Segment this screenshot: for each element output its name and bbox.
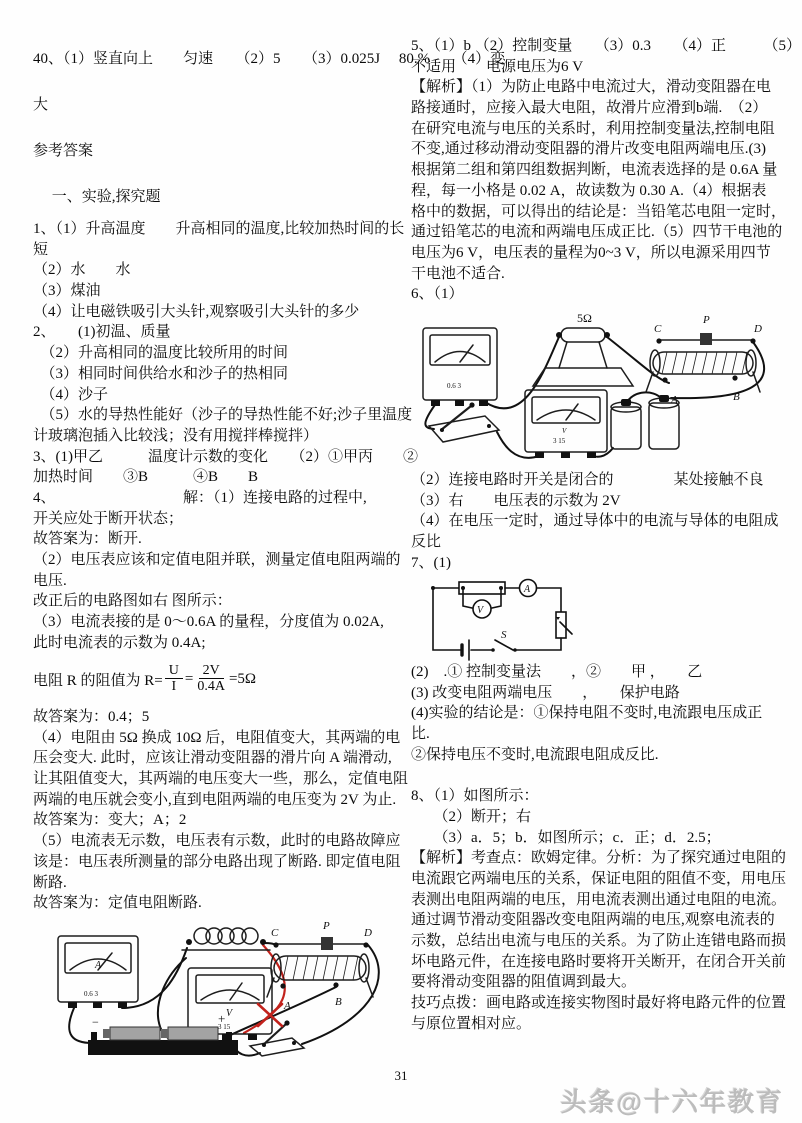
fraction-2v-over-04a (195, 663, 227, 695)
text-line: （4）让电磁铁吸引大头针,观察吸引大头针的多少 (33, 303, 360, 320)
text-line: （5）水的导热性能好（沙子的导热性能不好;沙子里温度 (33, 407, 413, 424)
text-line: 计玻璃泡插入比较浅；没有用搅拌棒搅拌） (33, 427, 319, 444)
text-line: （3）a．5；b．如图所示；c．正；d．2.5； (411, 829, 721, 846)
text-line: 3、(1)甲乙 温度计示数的变化 （2）①甲丙 ② (33, 448, 418, 465)
voltmeter-scale: 3 15 (218, 1023, 231, 1031)
text-line: 让其阻值变大，其两端的电压变大一些，那么，定值电阻 (33, 771, 409, 788)
text-line: 【解析】考查点：欧姆定律。分析：为了探究通过电阻的 (411, 850, 787, 867)
section-title: 参考答案 (33, 143, 94, 159)
text-line: (4)实验的结论是：①保持电阻不变时,电流跟电压成正 (411, 705, 763, 722)
ammeter (423, 328, 497, 406)
rheostat (646, 314, 762, 406)
text-line: 表测出电阻两端的电压，用电流表测出通过电阻的电流。 (411, 891, 787, 908)
text-line: （2）连接电路时开关是闭合的 某处接触不良 (411, 472, 764, 488)
circuit-drawing (413, 306, 785, 468)
resistor-value-label: 5Ω (577, 311, 592, 325)
voltmeter-letter: V (562, 427, 567, 435)
ammeter-letter: A (95, 960, 102, 971)
page-number: 31 (394, 1068, 408, 1083)
text-line: 不适用 电源电压为6 V (411, 58, 584, 75)
text-line: （2）升高相同的温度比较所用的时间 (33, 345, 289, 362)
text-line: （3）相同时间供给水和沙子的热相同 (33, 365, 289, 382)
voltmeter (525, 390, 607, 458)
text-line: 在研究电流与电压的关系时，利用控制变量法,控制电阻 (411, 120, 775, 137)
circuit-drawing (36, 912, 396, 1064)
text-line: 干电池不适合. (411, 265, 505, 282)
ammeter-scale: 0.6 3 (447, 382, 461, 390)
terminal-label-c: C (271, 927, 279, 939)
text-line: 反比 (411, 534, 442, 551)
text-line: (2) .① 控制变量法 ，② 甲 ， 乙 (411, 664, 703, 680)
text-line: 与原位置相对应。 (411, 1015, 532, 1032)
text-line: 通过调节滑动变阻器改变电阻两端的电压,观察电流表的 (411, 912, 775, 929)
left-body-2 (33, 707, 409, 914)
text-line: 6、（1） (411, 286, 464, 303)
text-line: 断路. (33, 874, 67, 891)
text-line: 两端的电压就会变小,直到电阻两端的电压变为 2V 为止. (33, 791, 397, 808)
right-body-3 (411, 662, 793, 1034)
fraction-numerator: U (165, 663, 183, 679)
text-line: （4）电阻由 5Ω 换成 10Ω 后，电阻值变大，其两端的电 (33, 729, 401, 746)
terminal-label-b: B (335, 996, 342, 1008)
text-line: 该是：电压表所测量的部分电路出现了断路. 即定值电阻 (33, 853, 401, 870)
text-line: 电压为6 V，电压表的量程为0~3 V，所以电源采用四节 (411, 244, 771, 261)
formula-prefix: 电阻 R 的阻值为 R= (33, 672, 163, 689)
text-line: 技巧点拨：画电路或连接实物图时最好将电路元件的位置 (411, 995, 787, 1011)
text-line: 故答案为：定值电阻断路. (33, 895, 202, 912)
text-line: 此时电流表的示数为 0.4A; (33, 634, 206, 651)
right-body-1 (411, 36, 802, 305)
text-line: 改正后的电路图如右 图所示： (33, 593, 232, 610)
text-line: 格中的数据，可以得出的结论是：当铅笔芯电阻一定时， (411, 203, 787, 220)
text-line: （2）水 水 (33, 262, 131, 279)
text-line: (3) 改变电阻两端电压 ， 保护电路 (411, 684, 680, 701)
text-line: 电流跟它两端电压的关系，保证电阻的阻值不变，用电压 (411, 870, 787, 887)
text-line: 【解析】（1）为防止电路中电流过大，滑动变阻器在电 (411, 79, 772, 96)
fraction-denominator: I (171, 679, 177, 694)
text-line: （2）断开；右 (411, 808, 532, 825)
terminal-label-b: B (733, 391, 740, 403)
right-body-2 (411, 470, 793, 573)
formula-suffix: =5Ω (228, 670, 257, 687)
text-line: 4、 解：（1）连接电路的过程中, (33, 489, 367, 506)
text-line: 示数，总结出电流与电压的关系。为了防止连错电路而损 (411, 932, 787, 949)
fraction-numerator: 2V (199, 663, 224, 679)
text-line: 要将滑动变阻器的阻值调到最大。 (411, 974, 637, 991)
rheostat-slider (321, 937, 333, 950)
battery-pack (88, 1011, 238, 1055)
error-x-mark (258, 1004, 282, 1026)
rheostat-symbol (556, 612, 566, 638)
slider-label-p: P (703, 314, 710, 326)
terminal-label-d: D (364, 927, 372, 939)
text-line: 程，每一小格是 0.02 A，故读数为 0.30 A.（4）根据表 (411, 182, 767, 199)
text-line: （3）右 电压表的示数为 2V (411, 492, 621, 509)
fraction-denominator: 0.4A (197, 679, 225, 694)
terminal-label-d: D (754, 323, 762, 335)
text-line: （4）沙子 (33, 386, 109, 403)
text-line: 故答案为：断开. (33, 531, 142, 548)
text-line: 2、 (1)初温、质量 (33, 324, 171, 341)
text-line: 比. (411, 726, 430, 743)
voltmeter-letter: V (477, 605, 484, 616)
ammeter-scale: 0.6 3 (84, 990, 98, 998)
left-body-1 (33, 219, 418, 653)
watermark-text: 头条@十六年教育 (560, 1087, 784, 1117)
text-line: 8、（1）如图所示： (411, 788, 539, 805)
fraction-u-over-i (165, 663, 183, 695)
text-line: 压会变大. 此时，应该让滑动变阻器的滑片向 A 端滑动, (33, 750, 392, 767)
circuit-photo-figure-q4 (36, 912, 396, 1064)
blank-line (411, 765, 793, 786)
text-line: 路接通时，应接入最大电阻，故滑片应滑到b端. （2） (411, 100, 768, 117)
text-line: 1、（1）升高温度 升高相同的温度,比较加热时间的长 (33, 221, 405, 237)
text-line: 不变,通过移动滑动变阻器的滑片改变电阻两端电压.(3) (411, 141, 766, 158)
voltmeter-scale: 3 15 (553, 437, 566, 445)
battery-minus-sign: − (92, 1015, 99, 1029)
slider-label-p: P (323, 920, 330, 932)
text-line: 短 (33, 241, 49, 258)
switch-letter: S (501, 629, 507, 641)
text-line: 故答案为：变大；A；2 (33, 812, 187, 829)
text-line: 通过铅笔芯的电流和两端电压成正比.（5）四节干电池的 (411, 224, 783, 241)
text-line: 电压. (33, 572, 67, 589)
circuit-schematic-figure-q7 (425, 576, 575, 662)
text-line: 根据第二组和第四组数据判断，电流表选择的是 0.6A 量 (411, 162, 778, 179)
text-line: （3）煤油 (33, 283, 101, 300)
equals-sign: = (184, 670, 194, 687)
circuit-photo-figure-q6 (413, 306, 785, 468)
text-line: （4）在电压一定时，通过导体中的电流与导体的电阻成 (411, 513, 779, 530)
terminal-label-a: A (284, 1000, 291, 1012)
resistance-formula (33, 652, 256, 706)
text-line: 40、（1）竖直向上 匀速 （2）5 （3）0.025J 80.% （4）变 (33, 51, 506, 67)
coil-resistor (182, 928, 270, 950)
text-line: 开关应处于断开状态； (33, 510, 184, 527)
text-line: ②保持电压不变时,电流跟电阻成反比. (411, 746, 659, 763)
ammeter (58, 936, 138, 1008)
fixed-resistor-5ohm (533, 311, 633, 386)
battery-plus-sign: + (218, 1011, 226, 1026)
text-line: 坏电路元件，在连接电路时要将开关断开，在闭合开关前 (411, 953, 787, 970)
text-line: 大 (33, 97, 49, 113)
battery-cells (611, 395, 679, 449)
text-line: 5、（1）b （2）控制变量 （3）0.3 （4）正 （5） (411, 38, 802, 54)
ammeter-letter: A (524, 584, 531, 595)
rheostat-slider (700, 333, 712, 345)
voltmeter-letter: V (226, 1008, 233, 1019)
terminal-label-a: A (671, 394, 678, 406)
text-line: （2）电压表应该和定值电阻并联，测量定值电阻两端的 (33, 552, 401, 568)
text-line: （3）电流表接的是 0～0.6A 的量程，分度值为 0.02A, (33, 614, 384, 631)
text-line: 故答案为：0.4；5 (33, 709, 150, 725)
text-line: 加热时间 ③B ④B B (33, 469, 259, 486)
circuit-schematic (425, 576, 575, 662)
terminal-label-c: C (654, 323, 662, 335)
section-heading: 一、实验,探究题 (33, 189, 161, 205)
text-line: 7、(1) (411, 554, 451, 571)
text-line: （5）电流表无示数，电压表有示数，此时的电路故障应 (33, 833, 401, 850)
switch (429, 402, 499, 442)
